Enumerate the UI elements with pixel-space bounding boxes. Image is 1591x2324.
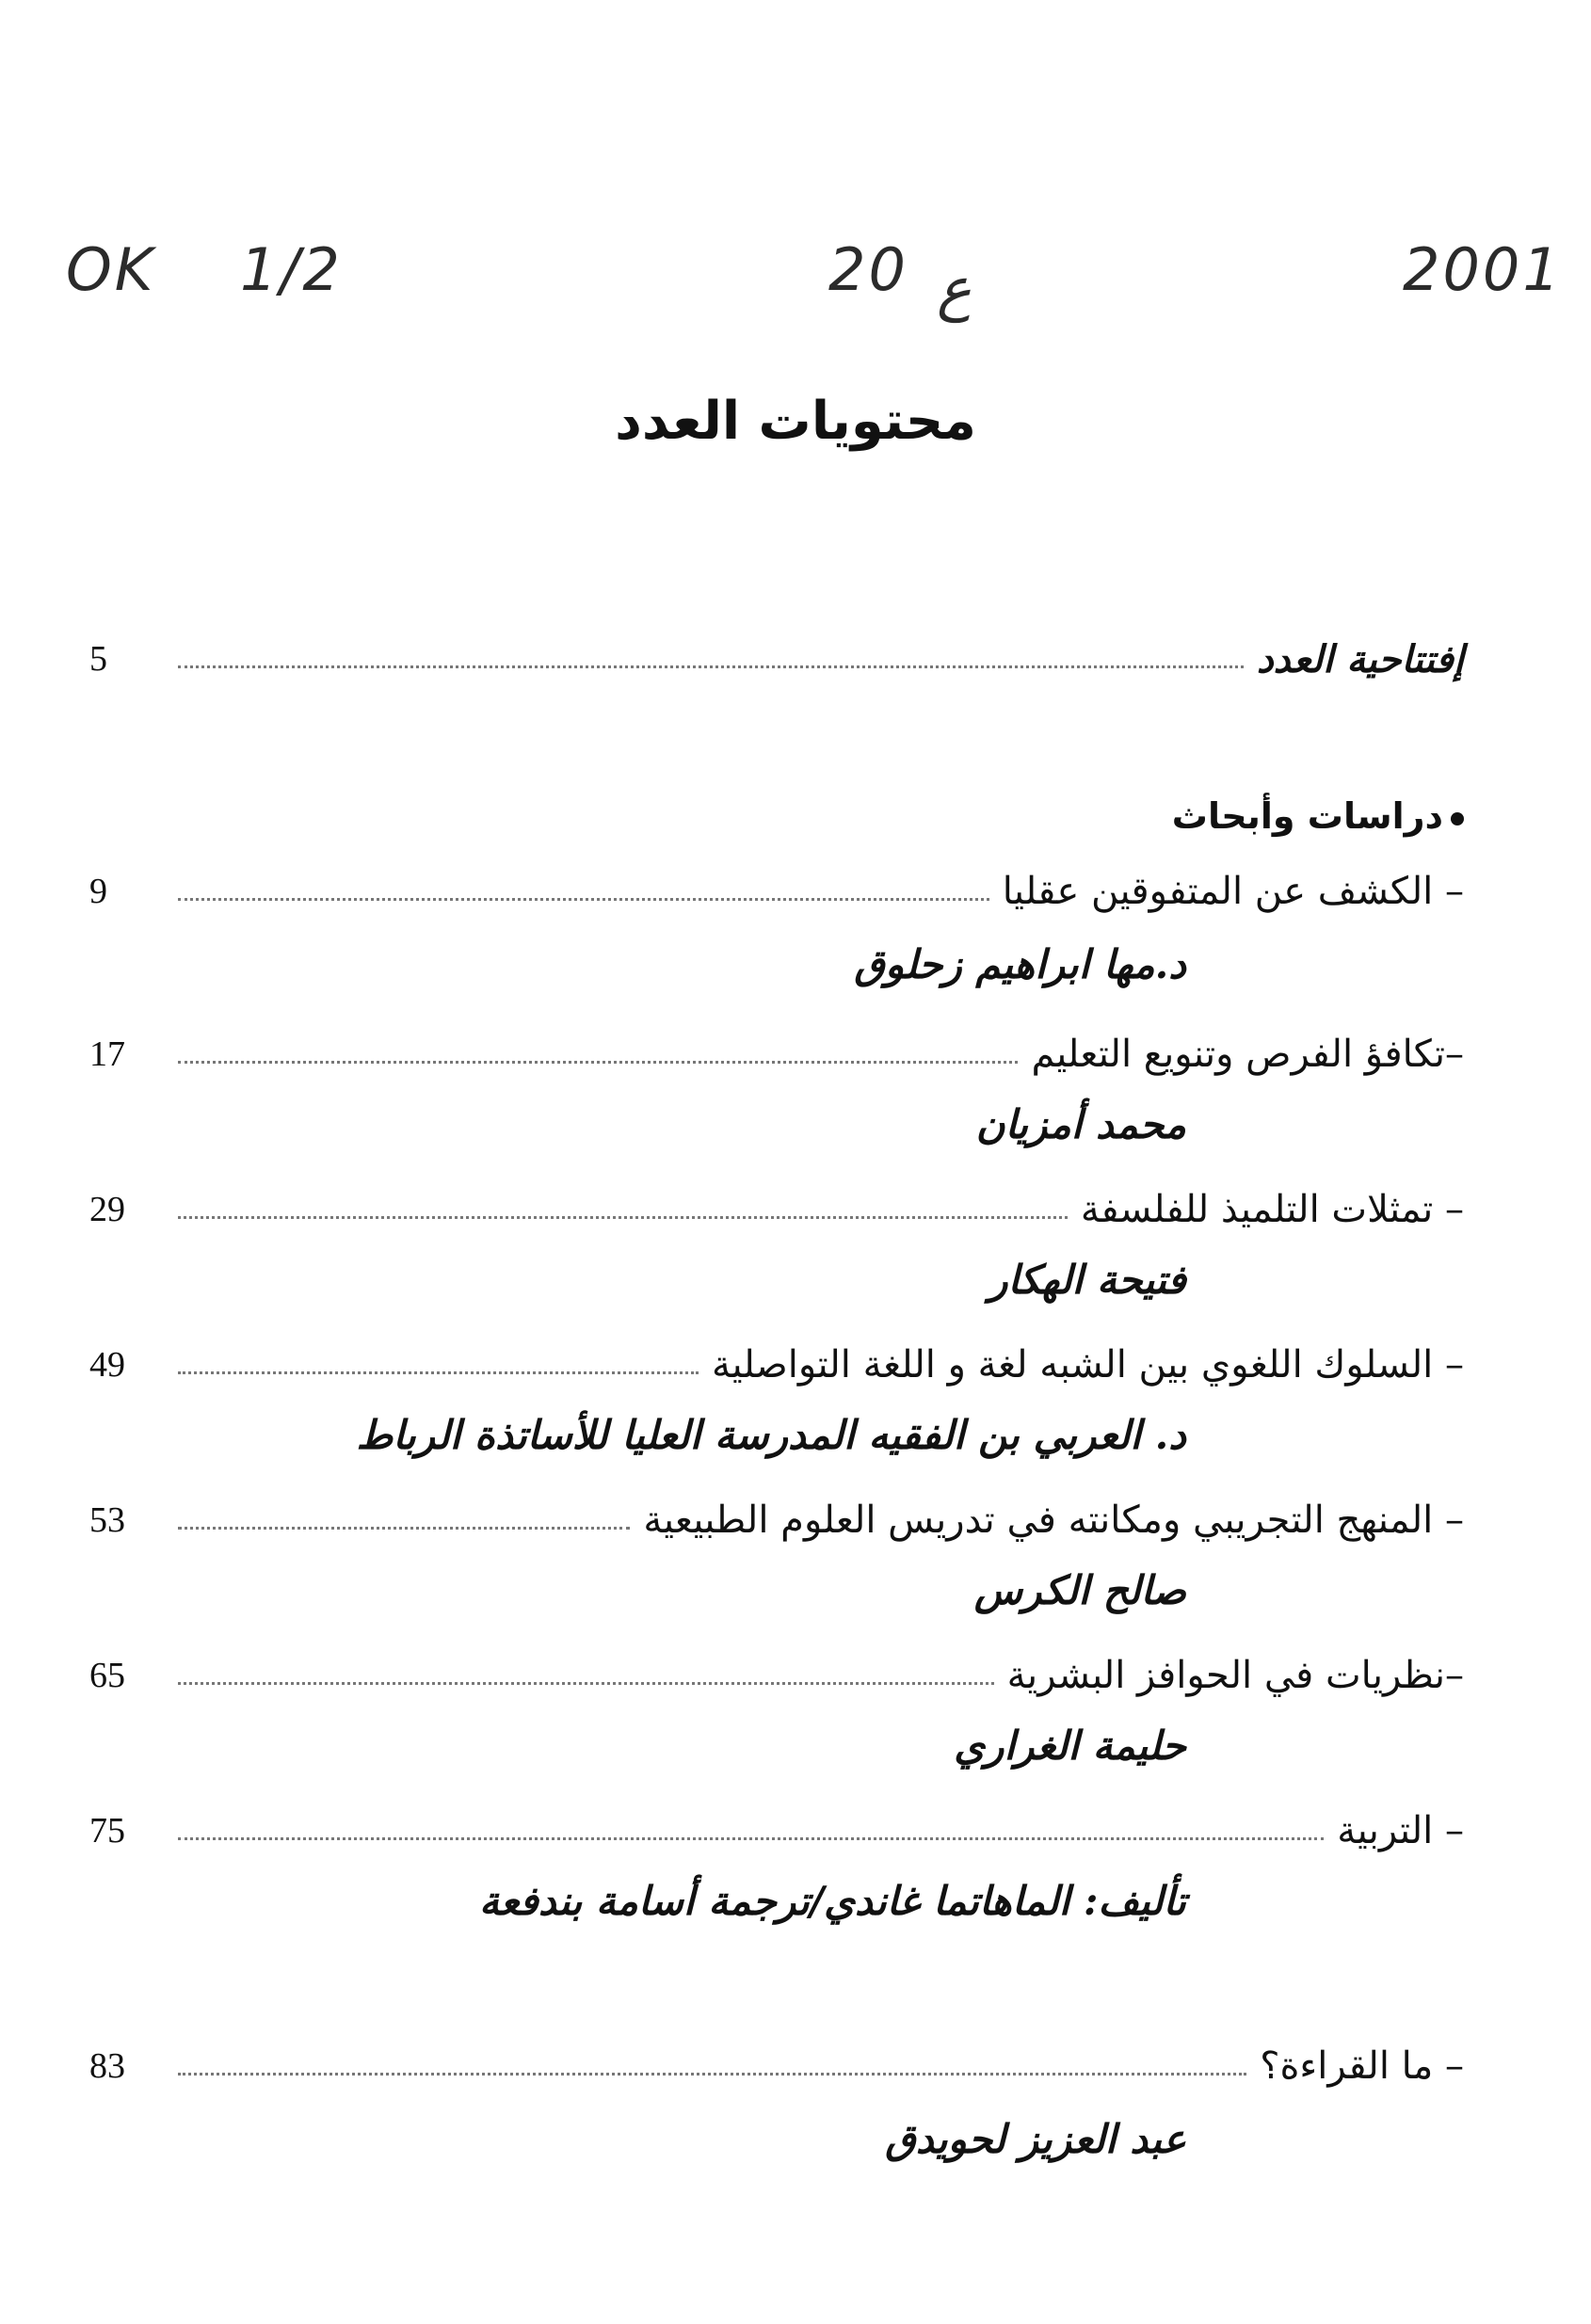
handwritten-year: 2001 xyxy=(1403,235,1563,304)
entry-author: محمد أمزيان xyxy=(975,1101,1186,1147)
entry-author: صالح الكرس xyxy=(973,1567,1186,1613)
leader-dots xyxy=(178,1371,699,1374)
entry-author: د.مها ابراهيم زحلوق xyxy=(854,941,1186,987)
page-number: 17 xyxy=(89,1034,125,1074)
page-number: 83 xyxy=(89,2046,125,2086)
toc-entry[interactable] xyxy=(89,1643,1464,1708)
page-number: 53 xyxy=(89,1500,125,1540)
handwritten-issue-letter: ع xyxy=(937,254,972,323)
entry-title: – الكشف عن المتفوقين عقليا xyxy=(1002,870,1464,913)
toc-entry[interactable] xyxy=(89,1487,1464,1553)
toc-entry[interactable] xyxy=(89,1177,1464,1242)
page-number: 65 xyxy=(89,1656,125,1695)
leader-dots xyxy=(178,1061,1018,1064)
leader-dots xyxy=(178,1527,630,1530)
toc-entry[interactable] xyxy=(89,858,1464,924)
page-number: 9 xyxy=(89,872,107,911)
entry-author: عبد العزيز لحويدق xyxy=(885,2116,1186,2162)
section-label: دراسات وأبحاث xyxy=(1171,795,1443,837)
section-heading xyxy=(89,795,1464,852)
toc-entry[interactable] xyxy=(89,1021,1464,1087)
entry-title: – السلوك اللغوي بين الشبه لغة و اللغة التواصلية xyxy=(712,1343,1464,1386)
entry-title: –نظريات في الحوافز البشرية xyxy=(1006,1654,1464,1697)
leader-dots xyxy=(178,1216,1068,1219)
page-title: محتويات العدد xyxy=(615,391,976,452)
entry-title: – ما القراءة؟ xyxy=(1260,2044,1464,2088)
handwritten-ratio-mark: 1/2 xyxy=(240,235,343,304)
leader-dots xyxy=(178,665,1244,668)
toc-entry[interactable] xyxy=(89,2033,1464,2099)
entry-title: – المنهج التجريبي ومكانته في تدريس العلوم الطبيعية xyxy=(643,1499,1464,1542)
toc-entry[interactable] xyxy=(89,1332,1464,1398)
entry-title: – تمثلات التلميذ للفلسفة xyxy=(1080,1188,1464,1231)
entry-author: حليمة الغراري xyxy=(954,1723,1186,1769)
entry-title: – التربية xyxy=(1337,1809,1464,1852)
leader-dots xyxy=(178,1682,994,1685)
page-number: 29 xyxy=(89,1190,125,1229)
entry-author: د. العربي بن الفقيه المدرسة العليا للأساتذة الرباط xyxy=(356,1412,1186,1458)
handwritten-ok-mark: OK xyxy=(66,235,156,304)
bullet-icon xyxy=(1451,812,1464,825)
page-number: 5 xyxy=(89,639,107,679)
handwritten-issue-number: 20 xyxy=(828,235,908,304)
leader-dots xyxy=(178,898,989,901)
entry-author: فتيحة الهكار xyxy=(988,1257,1186,1303)
entry-author: تأليف: الماهاتما غاندي/ترجمة أسامة بندفعة xyxy=(479,1878,1186,1924)
toc-entry[interactable] xyxy=(89,1798,1464,1864)
leader-dots xyxy=(178,1837,1324,1840)
leader-dots xyxy=(178,2073,1246,2076)
page-number: 75 xyxy=(89,1811,125,1851)
entry-title: –تكافؤ الفرص وتنويع التعليم xyxy=(1031,1033,1464,1076)
page-number: 49 xyxy=(89,1345,125,1385)
editorial-row[interactable] xyxy=(89,626,1464,692)
editorial-label: إفتتاحية العدد xyxy=(1256,636,1464,681)
